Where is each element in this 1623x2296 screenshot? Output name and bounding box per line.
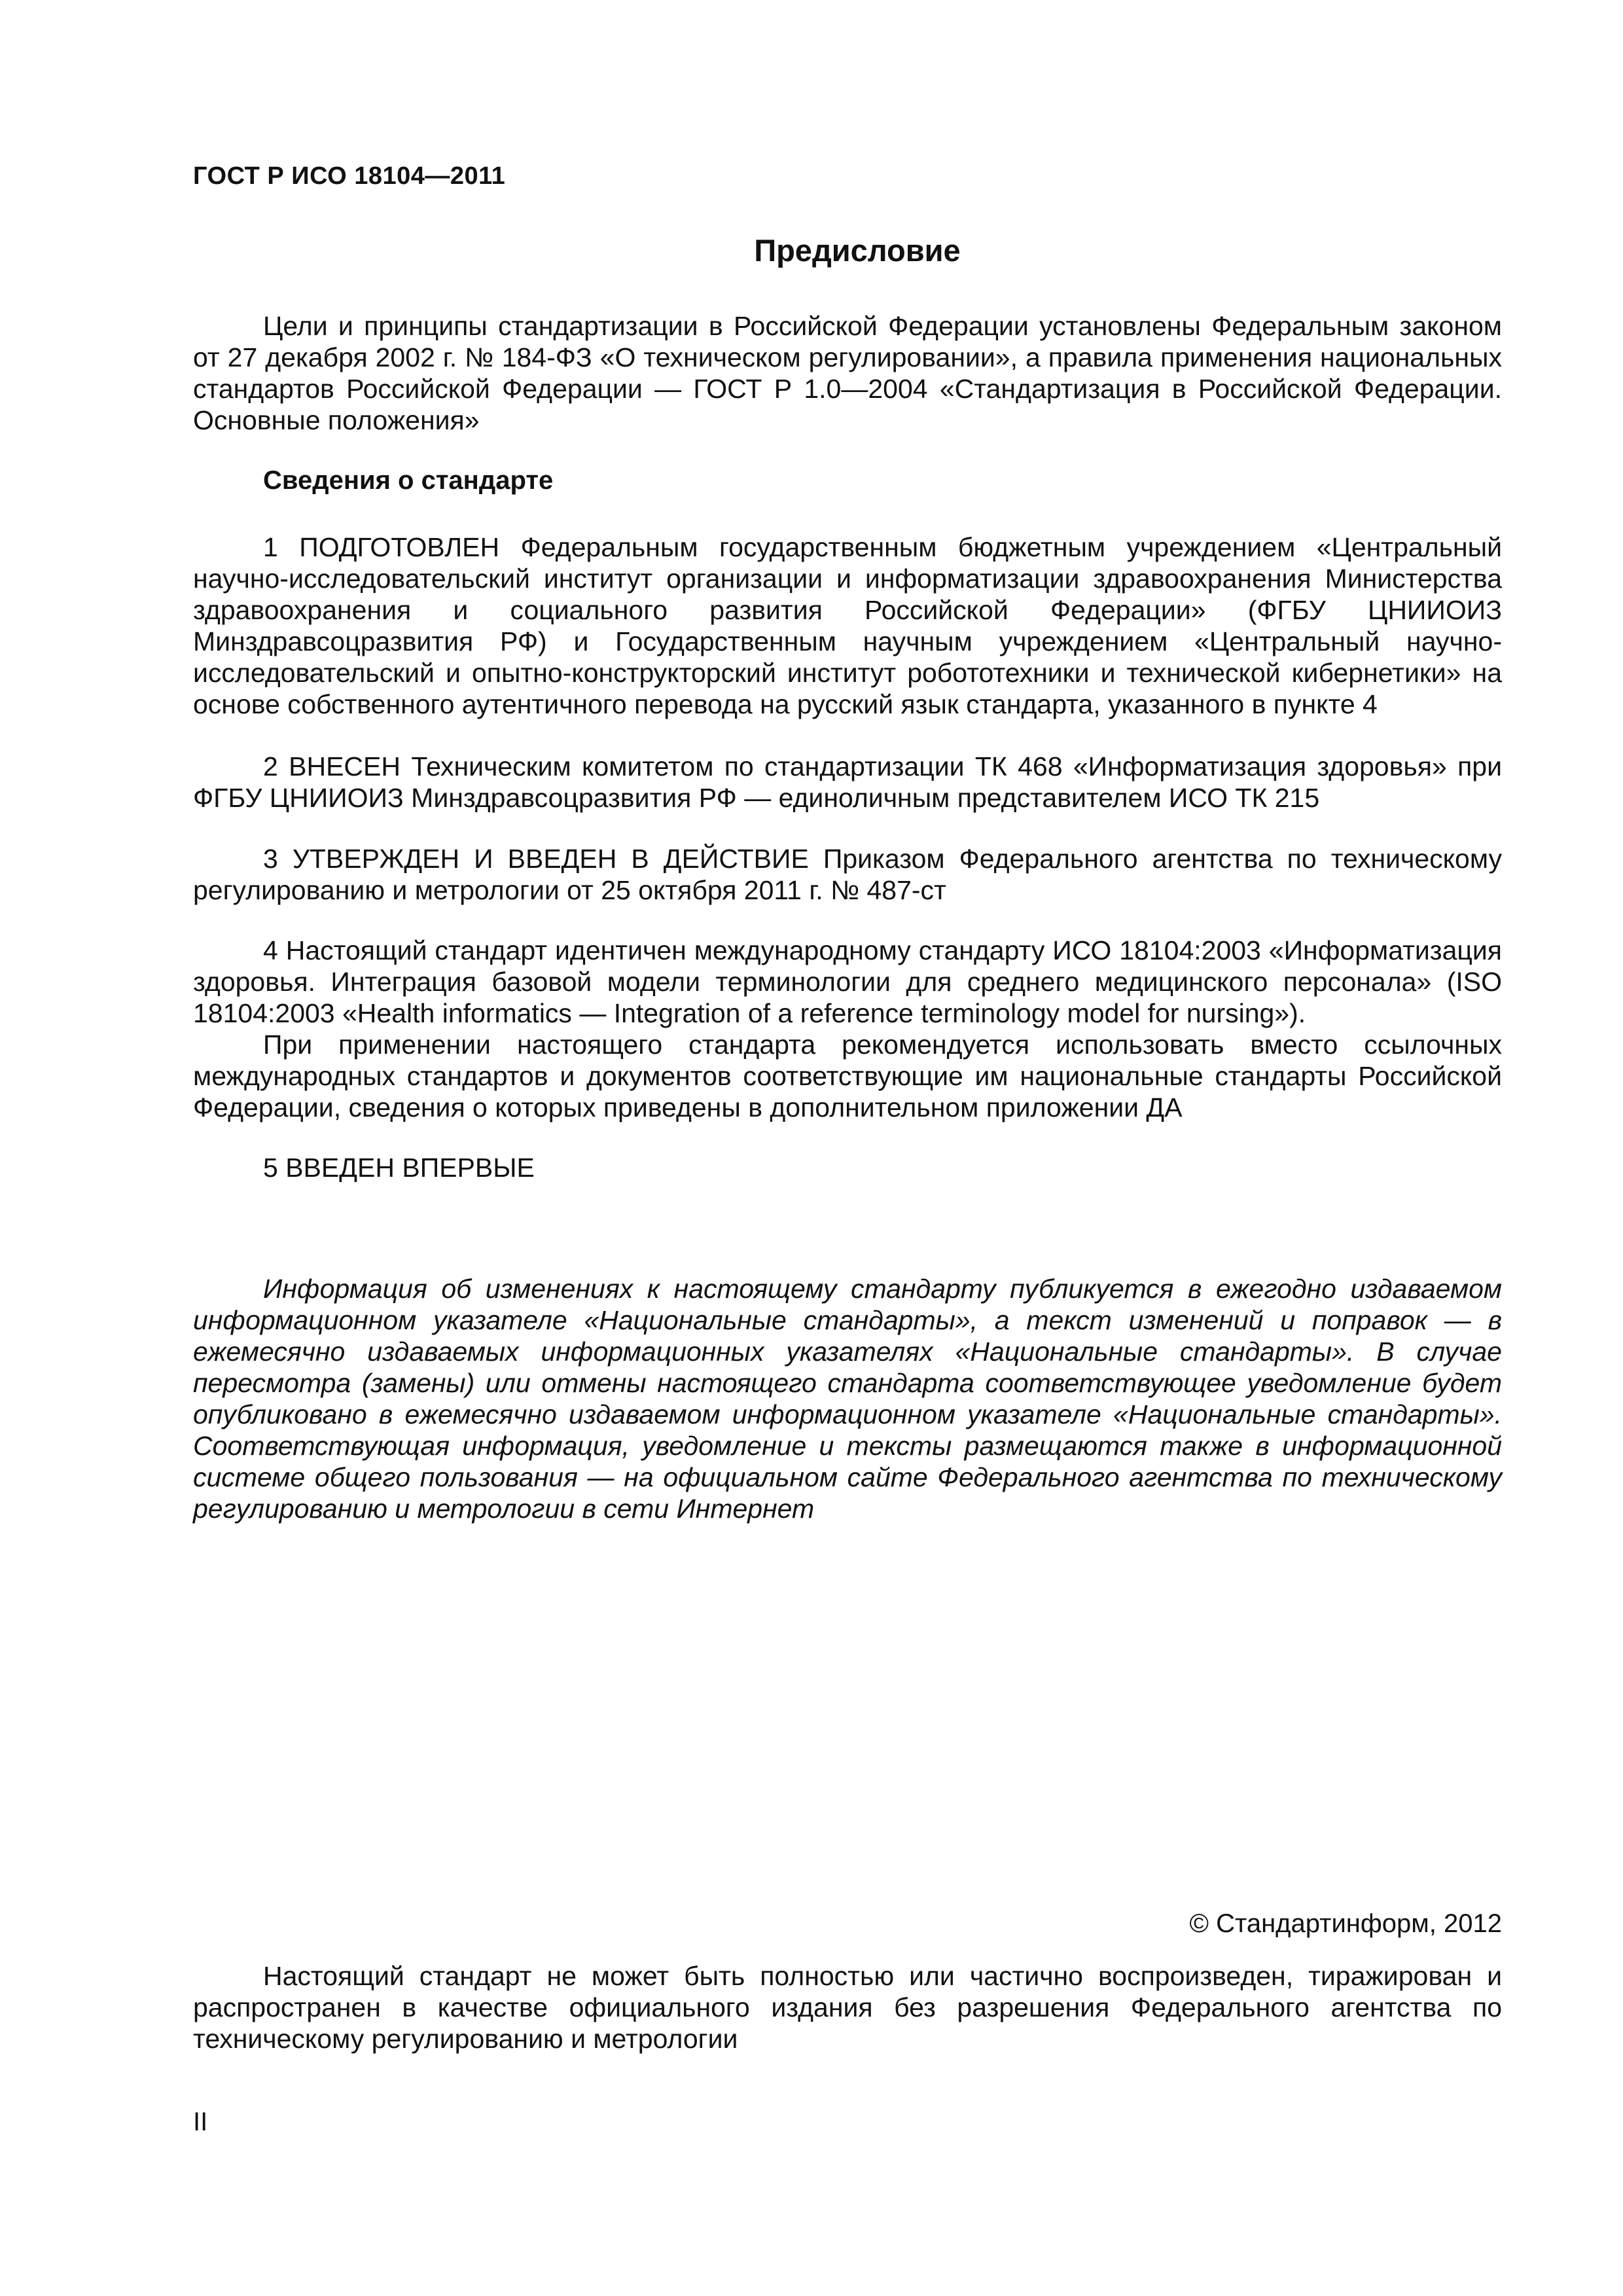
- item-1-paragraph: 1 ПОДГОТОВЛЕН Федеральным государственным бюджетным учреждением «Центральный научно-исследовательский институт организации и информатизации здравоохранения Министерства здравоохранения и социального развития Российской Федерации» (ФГБУ ЦНИИОИЗ Минздравсоцразвития РФ) и Государственным научным учреждением «Центральный научно-исследовательский и опытно-конструкторский институт робототехники и технической кибернетики» на основе собственного аутентичного перевода на русский язык стандарта, указанного в пункте 4: [193, 532, 1502, 719]
- intro-paragraph-block: [193, 310, 1502, 436]
- page-title: Предисловие: [754, 233, 961, 268]
- item-2-block: [193, 751, 1502, 814]
- item-2-paragraph: 2 ВНЕСЕН Техническим комитетом по стандартизации ТК 468 «Информатизация здоровья» при ФГБУ ЦНИИОИЗ Минздравсоцразвития РФ — единоличным представителем ИСО ТК 215: [193, 751, 1502, 813]
- item-1-block: [193, 531, 1502, 720]
- restriction-paragraph: Настоящий стандарт не может быть полностью или частично воспроизведен, тиражирован и распространен в качестве официального издания без разрешения Федерального агентства по техническому регулированию и метрологии: [193, 1961, 1502, 2054]
- restriction-block: [193, 1960, 1502, 2054]
- item-5-paragraph: 5 ВВЕДЕН ВПЕРВЫЕ: [263, 1153, 535, 1183]
- item-3-block: [193, 843, 1502, 906]
- page-number: II: [193, 2108, 208, 2136]
- document-header: ГОСТ Р ИСО 18104—2011: [193, 162, 506, 190]
- item-3-paragraph: 3 УТВЕРЖДЕН И ВВЕДЕН В ДЕЙСТВИЕ Приказом Федерального агентства по техническому регулированию и метрологии от 25 октября 2011 г. № 487-ст: [193, 844, 1502, 905]
- item-5-block: [193, 1152, 1502, 1183]
- intro-paragraph: Цели и принципы стандартизации в Российской Федерации установлены Федеральным законом от 27 декабря 2002 г. № 184-ФЗ «О техническом регулировании», а правила применения национальных стандартов Российской Федерации — ГОСТ Р 1.0—2004 «Стандартизация в Российской Федерации. Основные положения»: [193, 311, 1502, 435]
- section-subheading: Сведения о стандарте: [263, 466, 554, 495]
- notice-block: [193, 1273, 1502, 1524]
- item-4-continuation-paragraph: При применении настоящего стандарта рекомендуется использовать вместо ссылочных международных стандартов и документов соответствующие им национальные стандарты Российской Федерации, сведения о которых приведены в дополнительном приложении ДА: [193, 1030, 1502, 1122]
- item-4-paragraph: 4 Настоящий стандарт идентичен международному стандарту ИСО 18104:2003 «Информатизация здоровья. Интеграция базовой модели терминологии для среднего медицинского персонала» (ISO 18104:2003 «Health informatics — Integration of a reference terminology model for nursing»).: [193, 935, 1502, 1028]
- notice-paragraph: Информация об изменениях к настоящему стандарту публикуется в ежегодно издаваемом информационном указателе «Национальные стандарты», а текст изменений и поправок — в ежемесячно издаваемых информационных указателях «Национальные стандарты». В случае пересмотра (замены) или отмены настоящего стандарта соответствующее уведомление будет опубликовано в ежемесячно издаваемом информационном указателе «Национальные стандарты». Соответствующая информация, уведомление и тексты размещаются также в информационной системе общего пользования — на официальном сайте Федерального агентства по техническому регулированию и метрологии в сети Интернет: [193, 1274, 1502, 1524]
- item-4-block: [193, 935, 1502, 1123]
- copyright-line: © Стандартинформ, 2012: [1189, 1909, 1502, 1938]
